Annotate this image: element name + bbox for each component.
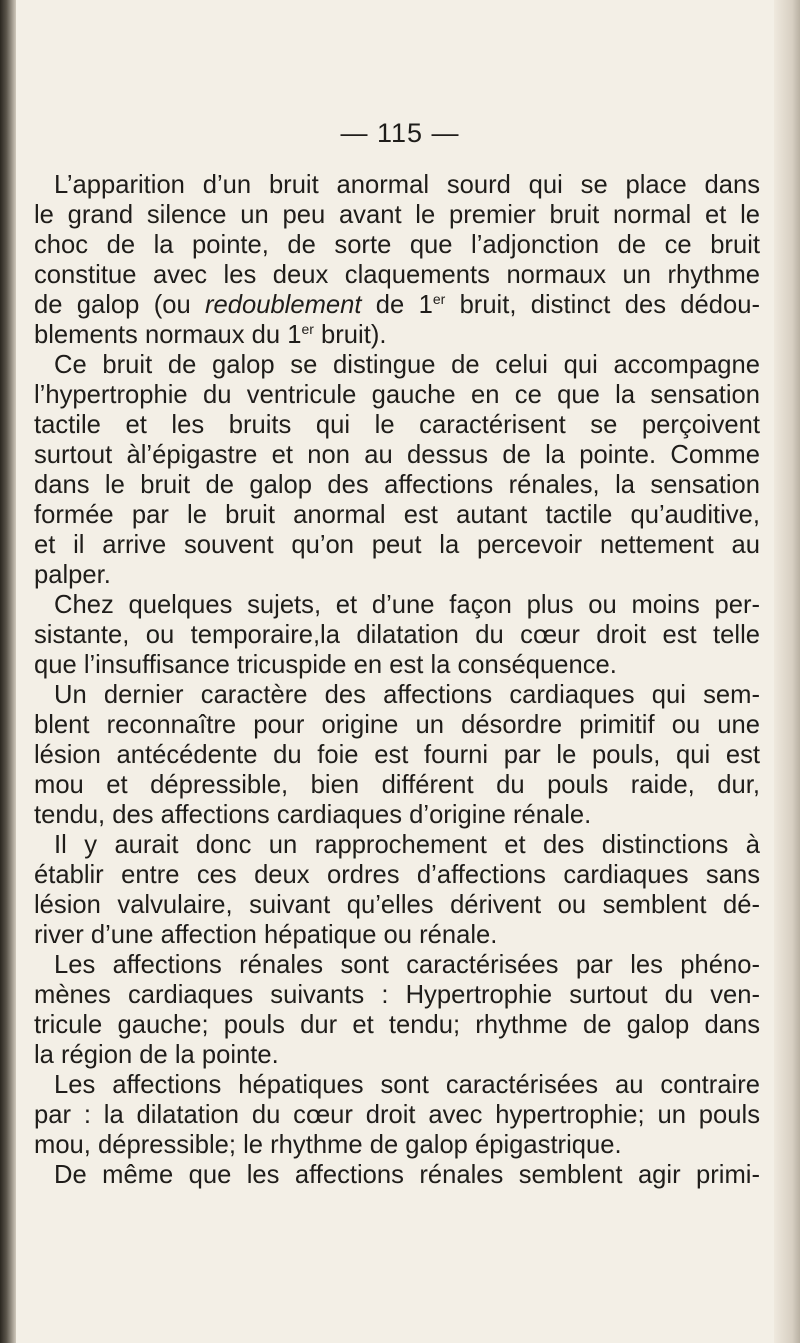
text-run: bruit, distinct des dédou-	[445, 291, 760, 319]
text-run: bruit).	[313, 321, 387, 349]
text-run: de galop (ou	[34, 291, 205, 319]
text-line: sistante, ou temporaire,la dilatation du cœur droit est telle	[34, 621, 760, 649]
binding-shadow-left	[0, 0, 16, 1343]
text-line: L’apparition d’un bruit anormal sourd qui se place dans	[54, 171, 760, 199]
text-line: De même que les affections rénales semblent agir primi-	[54, 1161, 760, 1189]
text-line: mou et dépressible, bien différent du pouls raide, dur,	[34, 771, 760, 799]
text-line: le grand silence un peu avant le premier bruit normal et le	[34, 201, 760, 229]
italic-term: redoublement	[204, 291, 362, 319]
page-number: — 115 —	[340, 118, 460, 148]
text-line: la région de la pointe.	[34, 1041, 279, 1069]
text-line	[34, 320, 760, 350]
text-line: Chez quelques sujets, et d’une façon plus ou moins per-	[54, 591, 760, 619]
text-line: constitue avec les deux claquements normaux un rhythme	[34, 261, 760, 289]
text-line: Ce bruit de galop se distingue de celui qui accompagne	[54, 351, 760, 379]
text-line: river d’une affection hépatique ou rénale.	[34, 921, 498, 949]
text-line: formée par le bruit anormal est autant tactile qu’auditive,	[34, 501, 760, 529]
text-line: lésion antécédente du foie est fourni par le pouls, qui est	[34, 741, 760, 769]
page-edge-right	[774, 0, 800, 1343]
text-line: choc de la pointe, de sorte que l’adjonction de ce bruit	[34, 231, 760, 259]
text-line: Il y aurait donc un rapprochement et des distinctions à	[54, 831, 760, 859]
text-line: tendu, des affections cardiaques d’origine rénale.	[34, 801, 592, 829]
text-line: Les affections rénales sont caractérisées par les phéno-	[54, 951, 760, 979]
ordinal-superscript: er	[301, 321, 314, 337]
text-line: mou, dépressible; le rhythme de galop épigastrique.	[34, 1131, 622, 1159]
text-line: Les affections hépatiques sont caractérisées au contraire	[54, 1071, 760, 1099]
text-line: l’hypertrophie du ventricule gauche en ce que la sensation	[34, 381, 760, 409]
text-line: palper.	[34, 561, 111, 589]
text-line: par : la dilatation du cœur droit avec hypertrophie; un pouls	[34, 1101, 760, 1129]
text-line: que l’insuffisance tricuspide en est la conséquence.	[34, 651, 617, 679]
text-line: établir entre ces deux ordres d’affections cardiaques sans	[34, 861, 760, 889]
text-line: Un dernier caractère des affections cardiaques qui sem-	[54, 681, 760, 709]
text-line: surtout àl’épigastre et non au dessus de la pointe. Comme	[34, 441, 760, 469]
text-line	[34, 290, 760, 320]
body-text	[34, 170, 760, 1190]
text-line: mènes cardiaques suivants : Hypertrophie surtout du ven-	[34, 981, 760, 1009]
text-line: dans le bruit de galop des affections rénales, la sensation	[34, 471, 760, 499]
ordinal-superscript: er	[432, 291, 446, 307]
text-line: et il arrive souvent qu’on peut la percevoir nettement au	[34, 531, 760, 559]
text-line: tactile et les bruits qui le caractérisent se perçoivent	[34, 411, 760, 439]
text-line: tricule gauche; pouls dur et tendu; rhythme de galop dans	[34, 1011, 760, 1039]
text-line: blent reconnaître pour origine un désordre primitif ou une	[34, 711, 760, 739]
text-run: blements normaux du 1	[34, 321, 302, 349]
text-line: lésion valvulaire, suivant qu’elles dérivent ou semblent dé-	[34, 891, 760, 919]
text-run: de 1	[361, 291, 433, 319]
